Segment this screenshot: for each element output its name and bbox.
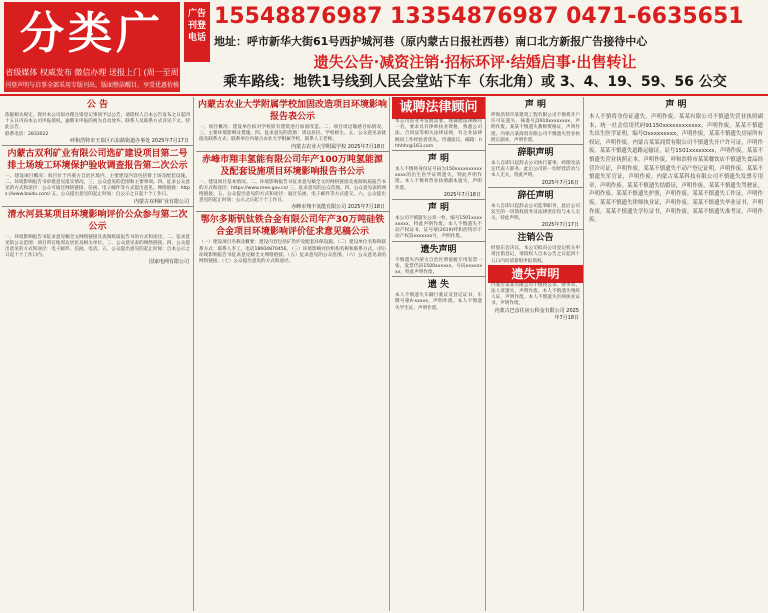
school-heading: 内蒙古农业大学附属学校加固改造项目环境影响报告表公示 <box>198 100 388 122</box>
masthead-subtitle: 刊登声明与启事全部采用专版刊出，版面整洁醒目，享受优惠价格 <box>4 80 180 92</box>
notice-signature: 呼和浩特市玉泉区石东路街道办事处 2025年7月17日 <box>70 137 189 144</box>
hotline-phones: 15548876987 13354876987 0471-6635651 <box>214 4 744 29</box>
cancellation-body: 经股东会决议，本公司拟向公司登记机关申请注销登记，请债权人自本公告之日起四十五日内向清算组申报债权。 <box>491 246 580 264</box>
hydrogen-body: 一、建设项目基本情况。二、环境影响报告书征求意见稿全文的网络链接及查阅纸质报告书的方式和途径：https://www.mee.gov.cn/ 三、征求意见的公众范围。四、公众意见表的网络链接。五、公众提出意见的方式和途径：通过信函、电子邮件等方式提交。六、公众提出意见的起止时间：公示之日起十个工作日。 <box>199 179 386 204</box>
legal-counsel-banner: 诚聘法律顾问 <box>392 97 485 119</box>
lost-heading-1: 遗失声明 <box>392 241 485 258</box>
statement-date-1: 2025年7月18日 <box>443 191 481 198</box>
statement-body-3: 呼和浩特市某建筑工程有限公司不慎将开户许可证遗失，核准号J1910xxxxxxxx，声明作废。某某不慎遗失教师资格证，声明作废。内蒙古某商贸有限公司不慎遗失营业执照正副本，声明作废。 <box>491 113 580 143</box>
resign-heading: 辞任声明 <box>488 187 583 204</box>
eia-heading: 清水河县某项目环境影响评价公众参与第二次公示 <box>2 206 193 235</box>
masthead-title: 分类广 <box>4 2 180 66</box>
statement-heading-3: 声 明 <box>524 100 547 110</box>
bus-route: 乘车路线：地铁1号线到人民会堂站下车（东北角）或 3、4、19、59、56 公交 <box>223 74 727 90</box>
column-4 <box>488 97 584 611</box>
mining-signature: 内蒙古双利矿业有限公司 <box>133 198 189 205</box>
service-list: 遗失公告·减资注销·招标环评·结婚启事·出售转让 <box>313 53 637 71</box>
hydrogen-heading: 赤峰市翔丰氢能有限公司年产100万吨氢能源及配套设施项目环境影响报告书公示 <box>196 151 389 180</box>
school-signature: 内蒙古农业大学附属学校 2025年7月18日 <box>291 143 385 150</box>
resignation-body: 本人自即日起辞去公司执行董事、经理及法定代表人职务，此后公司的一切经营活动与本人无关，特此声明。 <box>491 161 580 179</box>
notice-body: 依据相关规定，现对本公司拟办理注销登记事项予以公告，请债权人自本公告发布之日起四十五日内向本公司申报债权，逾期未申报的视为自动放弃。联系人及联系方式详见下文。特此公告。 <box>5 113 190 131</box>
masthead-slogan: 省级媒体 权威发布 微信办理 送报上门 (周一至周 <box>4 66 180 80</box>
statement-body-4: 本人不慎将身份证遗失，声明作废。某某有限公司不慎遗失营业执照副本，统一社会信用代码91150xxxxxxxxxxxx，声明作废。某某不慎遗失出生医学证明，编号Oxxxxxxxxx，声明作废。某某不慎遗失房屋所有权证，声明作废。内蒙古某某商贸有限公司不慎遗失开户许可证，声明作废。某某不慎遗失道路运输证，证号1501xxxxxxxx，声明作废。某某不慎遗失营业执照正本，声明作废。呼和浩特市某某餐饮店不慎遗失食品经营许可证，声明作废。某某不慎遗失不动产登记证明，声明作废。某某不慎遗失军官证，声明作废。内蒙古某某科技有限公司不慎遗失发票专用章，声明作废。某某不慎遗失结婚证，声明作废。某某不慎遗失驾驶证，声明作废。某某不慎遗失护照，声明作废。某某不慎遗失工作证，声明作废。某某不慎遗失律师执业证，声明作废。某某不慎遗失毕业证书，声明作废。某某不慎遗失学位证书，声明作废。某某不慎遗失准考证，声明作废。 <box>589 114 764 224</box>
lost-statement-signature: 内蒙古巴彦住房公积金有限公司 2025年7月18日 <box>494 307 579 321</box>
eia-signature: 国家电网有限公司 <box>148 259 189 266</box>
statement-heading-1: 声 明 <box>392 150 485 167</box>
column-5 <box>586 97 766 611</box>
cancellation-heading: 注销公告 <box>488 229 583 246</box>
column-2 <box>196 97 390 611</box>
lost-statement-body: 内蒙古某某有限公司不慎将公章、财务章、法人章遗失，声明作废。本人不慎遗失残疾人证，声明作废。本人不慎遗失医师执业证书，声明作废。 <box>491 282 580 307</box>
hotline-label: 广告刊登电话 <box>184 2 210 62</box>
resignation-heading: 辞职声明 <box>488 144 583 161</box>
resign-date: 2025年7月17日 <box>541 222 579 229</box>
hydrogen-signature: 赤峰市翔丰氢能有限公司 2025年7月18日 <box>291 204 385 211</box>
lost-heading-2: 遗 失 <box>392 276 485 293</box>
statement-heading-2: 声 明 <box>392 199 485 216</box>
notice-heading: 公 告 <box>86 100 109 110</box>
column-1 <box>2 97 194 611</box>
statement-body-1: 本人不慎将身份证号码为150xxxxxxxxxxxxxx的出生医学证明遗失，特此声明作废。本人不慎将营业执照副本遗失，声明作废。 <box>395 167 482 191</box>
office-address: 地址：呼市新华大街61号西护城河巷（原内蒙古日报社西巷）南口北方新报广告接待中心 <box>214 35 648 48</box>
alloy-body: （一）建设项目名称及概要：建设内容包括矿热炉及配套环保设施。（二）建设单位名称和联系方式：联系人李工，电话18604870456。（三）环境影响评价机构名称和联系方式。（四）环境影响报告书征求意见稿全文网络链接。（五）征求意见的公众范围。（六）公众意见表的网络链接。（七）公众提出意见的方式和途径。 <box>199 240 386 265</box>
mining-heading: 内蒙古双利矿业有限公司选矿建设项目第二号排土场竣工环境保护验收调查报告第二次公示 <box>2 145 193 174</box>
legal-counsel-body: 本公司因业务发展需要，现诚聘法律顾问一名，要求具有律师执业资格，熟悉公司法、合同法等相关法律法规，有企业法律顾问工作经验者优先。待遇面议。邮箱：hhhhhr@163.com <box>395 119 482 149</box>
column-3 <box>392 97 486 611</box>
statement-heading-4: 声 明 <box>665 100 687 110</box>
eia-body: 一、环境影响报告书征求意见稿全文网络链接及查阅纸质报告书的方式和途径。二、征求意见的公众范围：项目所在地周边居民及相关单位。三、公众意见表的网络链接。四、公众提出意见的方式和途径：电子邮件、信函、电话。五、公众提出意见的起止时间：自本公示之日起十个工作日内。 <box>5 234 190 259</box>
resign-body: 本人自即日起辞去公司监事职务，此后公司发生的一切债权债务及法律责任均与本人无关。特此声明。 <box>491 203 580 222</box>
lost-statement-banner: 遗失声明 <box>488 265 583 283</box>
notice-phone: 联系电话：2833022 <box>5 131 49 137</box>
alloy-heading: 鄂尔多斯钒钛铁合金有限公司年产30万吨硅铁合金项目环境影响评价征求意见稿公示 <box>196 211 389 240</box>
resignation-date: 2025年7月16日 <box>541 179 579 186</box>
school-body: 一、项目概况：建设单位拟对学校原有建筑进行加固改造。二、项目周边敏感目标情况。三、主要环境影响及措施。四、征求意见的范围：周边居民、学校师生。五、公众意见表链接及联系方式：联系单位内蒙古农业大学附属学校，联系人王老师。 <box>199 125 386 143</box>
statement-body-2: 本公司不慎遗失公章一枚，编号1501xxxxxxxxx，特此声明作废。本人不慎遗失不动产权证书，证号蒙(2019)呼和浩特市不动产权第xxxxxxx号，声明作废。 <box>395 215 482 240</box>
mining-body: 一、建设项目概况：项目位于内蒙古自治区境内，主要建设内容包括排土场及配套设施。二、环境影响报告书审批意见落实情况。三、公众意见的范围和主要事项。四、征求公众意见的方式和途径：公众可通过网络链接、信函、电子邮件等方式提出意见。网络链接：https://www.baidu.com/ 五、公众提出意见的起止时间：自公示之日起十个工作日。 <box>5 173 190 198</box>
lost-body-1: 不慎遗失内蒙古自治区增值税专用发票一张，发票代码1500xxxxxx，号码xxxxxxxx，特此声明作废。 <box>395 257 482 276</box>
masthead-divider <box>0 94 768 96</box>
lost-body-2: 本人不慎遗失车辆行驶证及登记证书，车牌号蒙A·xxxxx，声明作废。本人不慎遗失学生证，声明作废。 <box>395 293 482 311</box>
